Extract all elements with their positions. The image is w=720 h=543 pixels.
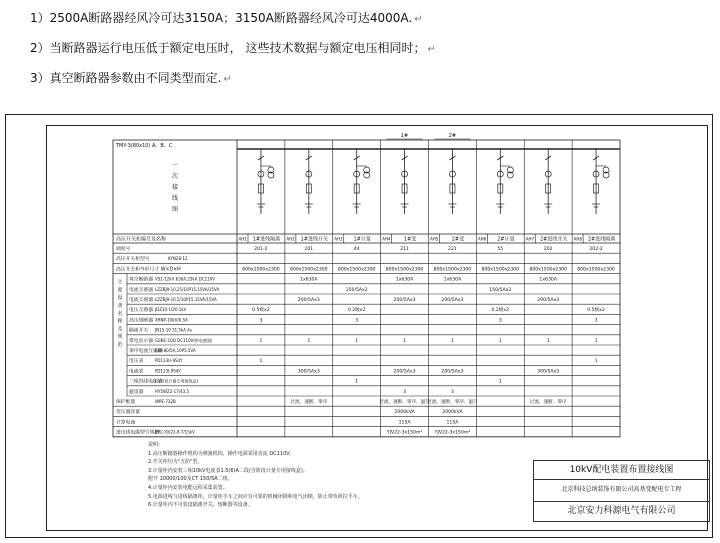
row-label: 电流表 bbox=[129, 369, 144, 375]
row-label: 电流互感器 bbox=[129, 287, 153, 293]
row-model: JN15-10 31.5kA 4s bbox=[155, 327, 192, 333]
table-cell: 300/5Ax3 bbox=[537, 369, 560, 375]
table-cell: 3 bbox=[594, 318, 598, 324]
row-label: 进出线电缆型号规格 bbox=[116, 430, 160, 436]
table-cell: 1 bbox=[498, 379, 502, 385]
table-cell: 800x1500x2300 bbox=[433, 267, 472, 273]
transformer-label: 2# bbox=[448, 133, 457, 139]
table-cell: 1 bbox=[355, 338, 359, 344]
row-label: 三相四线电能表 bbox=[129, 379, 163, 385]
table-cell: 1 bbox=[403, 338, 407, 344]
row-label: 调度号 bbox=[116, 247, 131, 252]
diagram-label-char: 接 bbox=[171, 184, 179, 191]
table-cell: 200/5Ax3 bbox=[537, 298, 560, 303]
return-mark-icon: ↵ bbox=[223, 74, 232, 85]
cabinet-name: 2#变 bbox=[451, 236, 465, 243]
table-cell: 800x1500x2300 bbox=[577, 267, 615, 273]
busbar-label: TMY-3(80x10) A、B、C bbox=[116, 143, 173, 149]
header-label: 高压开关柜编号及名称 bbox=[116, 236, 167, 243]
diagram-label-char: 次 bbox=[171, 173, 179, 180]
remark-line: 6.计量柜内不可装设隔离开关、熔断器等设备。 bbox=[148, 502, 253, 509]
row-label: 高压开关柜外形尺寸 W×D×H bbox=[116, 267, 181, 273]
row-label: 隔离开关 bbox=[129, 328, 149, 334]
remark-line: 5.电源进线与进线隔离柜，计量柜手车之间应有可靠的机械闭锁和电气闭锁，防止带负荷拉手车。 bbox=[148, 493, 363, 500]
table-cell: 1x630A bbox=[395, 277, 414, 283]
cabinet-number: AH4 bbox=[382, 236, 391, 242]
transformer-label: 1# bbox=[400, 133, 409, 139]
table-cell: 2000kVA bbox=[394, 410, 415, 416]
table-cell: 1 bbox=[355, 379, 359, 385]
table-cell: 115A bbox=[446, 420, 459, 426]
table-cell: 3 bbox=[450, 389, 454, 395]
row-label: 高压开关柜型号 bbox=[116, 257, 150, 263]
row-model: LZZBJ9-10,25/10P15,15VA/15VA bbox=[155, 286, 220, 292]
row-label: 真空断路器 bbox=[129, 277, 153, 283]
table-cell: 3 bbox=[498, 318, 502, 324]
table-cell: 200/5Ax3 bbox=[393, 369, 416, 375]
table-cell: 221 bbox=[448, 247, 457, 252]
table-cell: 1 bbox=[307, 338, 311, 344]
table-cell: 150/5Ax2 bbox=[489, 287, 512, 293]
cabinet-number: AH5 bbox=[430, 236, 439, 242]
row-label: 电流互感器 bbox=[129, 298, 153, 303]
table-cell: 200/5Ax3 bbox=[393, 298, 416, 303]
cabinet-name: 1#进线开关 bbox=[300, 236, 328, 243]
row-model: LZZBJ9-10,5/10P15,15VA/15VA bbox=[155, 297, 217, 302]
table-cell: 过流、速断、零序、温升 bbox=[379, 400, 430, 405]
table-cell: YJV22-3x150m² bbox=[434, 430, 471, 436]
row-label: 保护配置 bbox=[116, 400, 136, 405]
table-cell: 1 bbox=[546, 338, 550, 344]
note-1: 1）2500A断路器经风冷可达3150A；3150A断路器经风冷可达4000A. ↵ bbox=[30, 11, 423, 25]
row-label: 电压表 bbox=[129, 359, 144, 365]
table-cell: 0.2级x2 bbox=[347, 308, 366, 314]
return-mark-icon: ↵ bbox=[414, 14, 423, 25]
table-cell: 0.5级x2 bbox=[587, 308, 605, 314]
table-cell: 800x1500x2300 bbox=[529, 267, 567, 273]
table-cell: 202-2 bbox=[589, 247, 603, 252]
remarks-block bbox=[148, 441, 363, 510]
table-cell: 过流、速断、零序 bbox=[290, 400, 328, 405]
note-2: 2）当断路器运行电压低于额定电压时， 这些技术数据与额定电压相同时； ↵ bbox=[30, 41, 436, 55]
side-label-char: 要 bbox=[117, 287, 123, 294]
table-cell: 202 bbox=[543, 247, 553, 252]
table-cell: 1 bbox=[594, 338, 598, 344]
table-cell: 3 bbox=[355, 318, 359, 324]
table-cell: 2000kVA bbox=[442, 410, 463, 416]
table-cell: 0.2级x2 bbox=[491, 308, 510, 314]
table-cell: 3 bbox=[403, 389, 407, 395]
remark-line: 2.开关柜均为"五防"型。 bbox=[148, 459, 203, 466]
table-cell: 过流、速断、零序 bbox=[529, 400, 567, 405]
diagram-label-char: 一 bbox=[171, 162, 179, 169]
row-label: 计算电流 bbox=[116, 420, 136, 426]
remark-line: 4.计量柜内安装电能远程采集装置。 bbox=[148, 484, 228, 491]
side-label-char: 名 bbox=[117, 310, 123, 317]
table-cell: 44 bbox=[353, 247, 360, 252]
side-label-char: 主 bbox=[117, 279, 123, 286]
row-model: JDZ10-10/0.1kV bbox=[155, 307, 187, 313]
table-cell: 800x1500x2300 bbox=[290, 267, 328, 273]
row-model: PD113U-9S4Y bbox=[155, 358, 183, 364]
cabinet-number: AH6 bbox=[477, 236, 487, 242]
side-label-char: 范 bbox=[117, 342, 123, 348]
title-block-title: 10kV配电装置布置接线图 bbox=[533, 460, 710, 480]
table-cell: 800x1500x2300 bbox=[337, 267, 376, 273]
table-cell: 1 bbox=[259, 359, 263, 365]
row-model: (含阶段计量专用接线盒) bbox=[155, 378, 199, 384]
row-label: 电压互感器 bbox=[129, 308, 153, 314]
row-model: LXK-80/5A,10P5,5VA bbox=[155, 348, 196, 353]
table-cell: 800x1500x2300 bbox=[481, 267, 520, 273]
cabinet-number: AH2 bbox=[286, 236, 295, 242]
cabinet-number: AH1 bbox=[238, 236, 247, 242]
title-block-company: 北京科技总纳装饰有限公司高基变配电专工程 bbox=[533, 480, 710, 502]
remark-line: 3.计量柜内安装三相10kV电度表1.5(6)A二段(含阶段计量专用接线盒)。 bbox=[148, 467, 308, 474]
side-label-char: 称 bbox=[117, 318, 123, 325]
cabinet-name: 2#进线开关 bbox=[540, 236, 568, 243]
row-model: GSN1-10Q DC110V(带电感器) bbox=[155, 337, 213, 343]
table-cell: 0.5级x2 bbox=[252, 308, 270, 314]
table-cell: 115A bbox=[398, 420, 411, 426]
cabinet-number: AH7 bbox=[525, 236, 535, 242]
table-cell: 211 bbox=[400, 247, 409, 252]
cabinet-name: 2#计量 bbox=[497, 236, 515, 243]
cabinet-number: AH8 bbox=[573, 236, 582, 242]
table-cell: 1 bbox=[498, 338, 502, 344]
table-cell: 1x630A bbox=[443, 277, 462, 283]
table-cell: 800x1500x2300 bbox=[385, 267, 424, 273]
remark-line: 说明： bbox=[148, 442, 164, 448]
row-label: 零序电流互感器 bbox=[129, 349, 163, 354]
row-model: HY5WZ2-17/43.5 bbox=[155, 388, 190, 394]
table-cell: 1 bbox=[594, 359, 598, 365]
row-model: PD113I-9S4Y bbox=[155, 368, 181, 374]
return-mark-icon: ↵ bbox=[427, 44, 436, 55]
row-label: 避雷器 bbox=[129, 389, 144, 395]
table-cell: 3 bbox=[259, 318, 263, 324]
row-model: ZRC-YJV22-8.7/15kV bbox=[155, 429, 195, 435]
remark-line: 附开 10000/100及CT 150/5A二组。 bbox=[148, 476, 233, 483]
table-cell: 300/5Ax3 bbox=[297, 369, 320, 375]
table-cell: 1 bbox=[259, 338, 263, 344]
side-label-char: 及 bbox=[117, 326, 123, 333]
table-cell: 201-2 bbox=[254, 247, 268, 252]
table-cell: 1x630A bbox=[539, 277, 557, 283]
cabinet-name: 1#计量 bbox=[353, 236, 371, 243]
table-cell: YJV22-3x150m² bbox=[386, 430, 423, 436]
table-cell: 800x1500x2300 bbox=[242, 267, 280, 273]
side-label-char: 设 bbox=[117, 295, 123, 302]
row-model: XRNP-10kV/0.5A bbox=[155, 317, 188, 323]
row-model: KYN28-12 bbox=[168, 256, 188, 262]
cabinet-name: 1#进线隔离 bbox=[252, 236, 281, 243]
table-cell: 200/5Ax3 bbox=[297, 298, 320, 303]
row-label: 高压熔断器 bbox=[129, 318, 153, 324]
table-cell: 201 bbox=[304, 247, 314, 252]
table-cell: 200/5Ax3 bbox=[441, 298, 464, 303]
row-model: VS1-12kV 630A,25kA DC110V bbox=[155, 276, 215, 282]
row-model: WPE-732B bbox=[155, 399, 176, 404]
table-cell: 55 bbox=[497, 247, 504, 252]
cabinet-name: 1#变 bbox=[403, 236, 417, 243]
table-cell: 1x630A bbox=[300, 277, 318, 283]
note-3: 3）真空断路器参数由不同类型而定. ↵ bbox=[30, 71, 232, 85]
side-label-char: 备 bbox=[117, 303, 123, 309]
row-label: 带电显示器 bbox=[129, 338, 153, 344]
table-cell: 200/5Ax3 bbox=[441, 369, 464, 375]
table-cell: 1 bbox=[450, 338, 454, 344]
diagram-label-char: 图 bbox=[171, 206, 179, 213]
cabinet-name: 2#进线隔离 bbox=[587, 236, 616, 243]
title-block-owner: 北京安力科源电气有限公司 bbox=[533, 502, 710, 522]
table-cell: 过流、速断、零序、温升 bbox=[427, 400, 478, 405]
diagram-label-char: 线 bbox=[171, 195, 179, 202]
cabinet-number: AH3 bbox=[334, 236, 343, 242]
remark-line: 1.高压断路器操作机构为弹簧机构，操作电源采用直流 DC110V。 bbox=[148, 450, 295, 457]
row-label: 变压器容量 bbox=[116, 410, 140, 416]
table-cell: 150/5Ax2 bbox=[345, 287, 368, 293]
side-label-char: 规 bbox=[117, 334, 123, 341]
